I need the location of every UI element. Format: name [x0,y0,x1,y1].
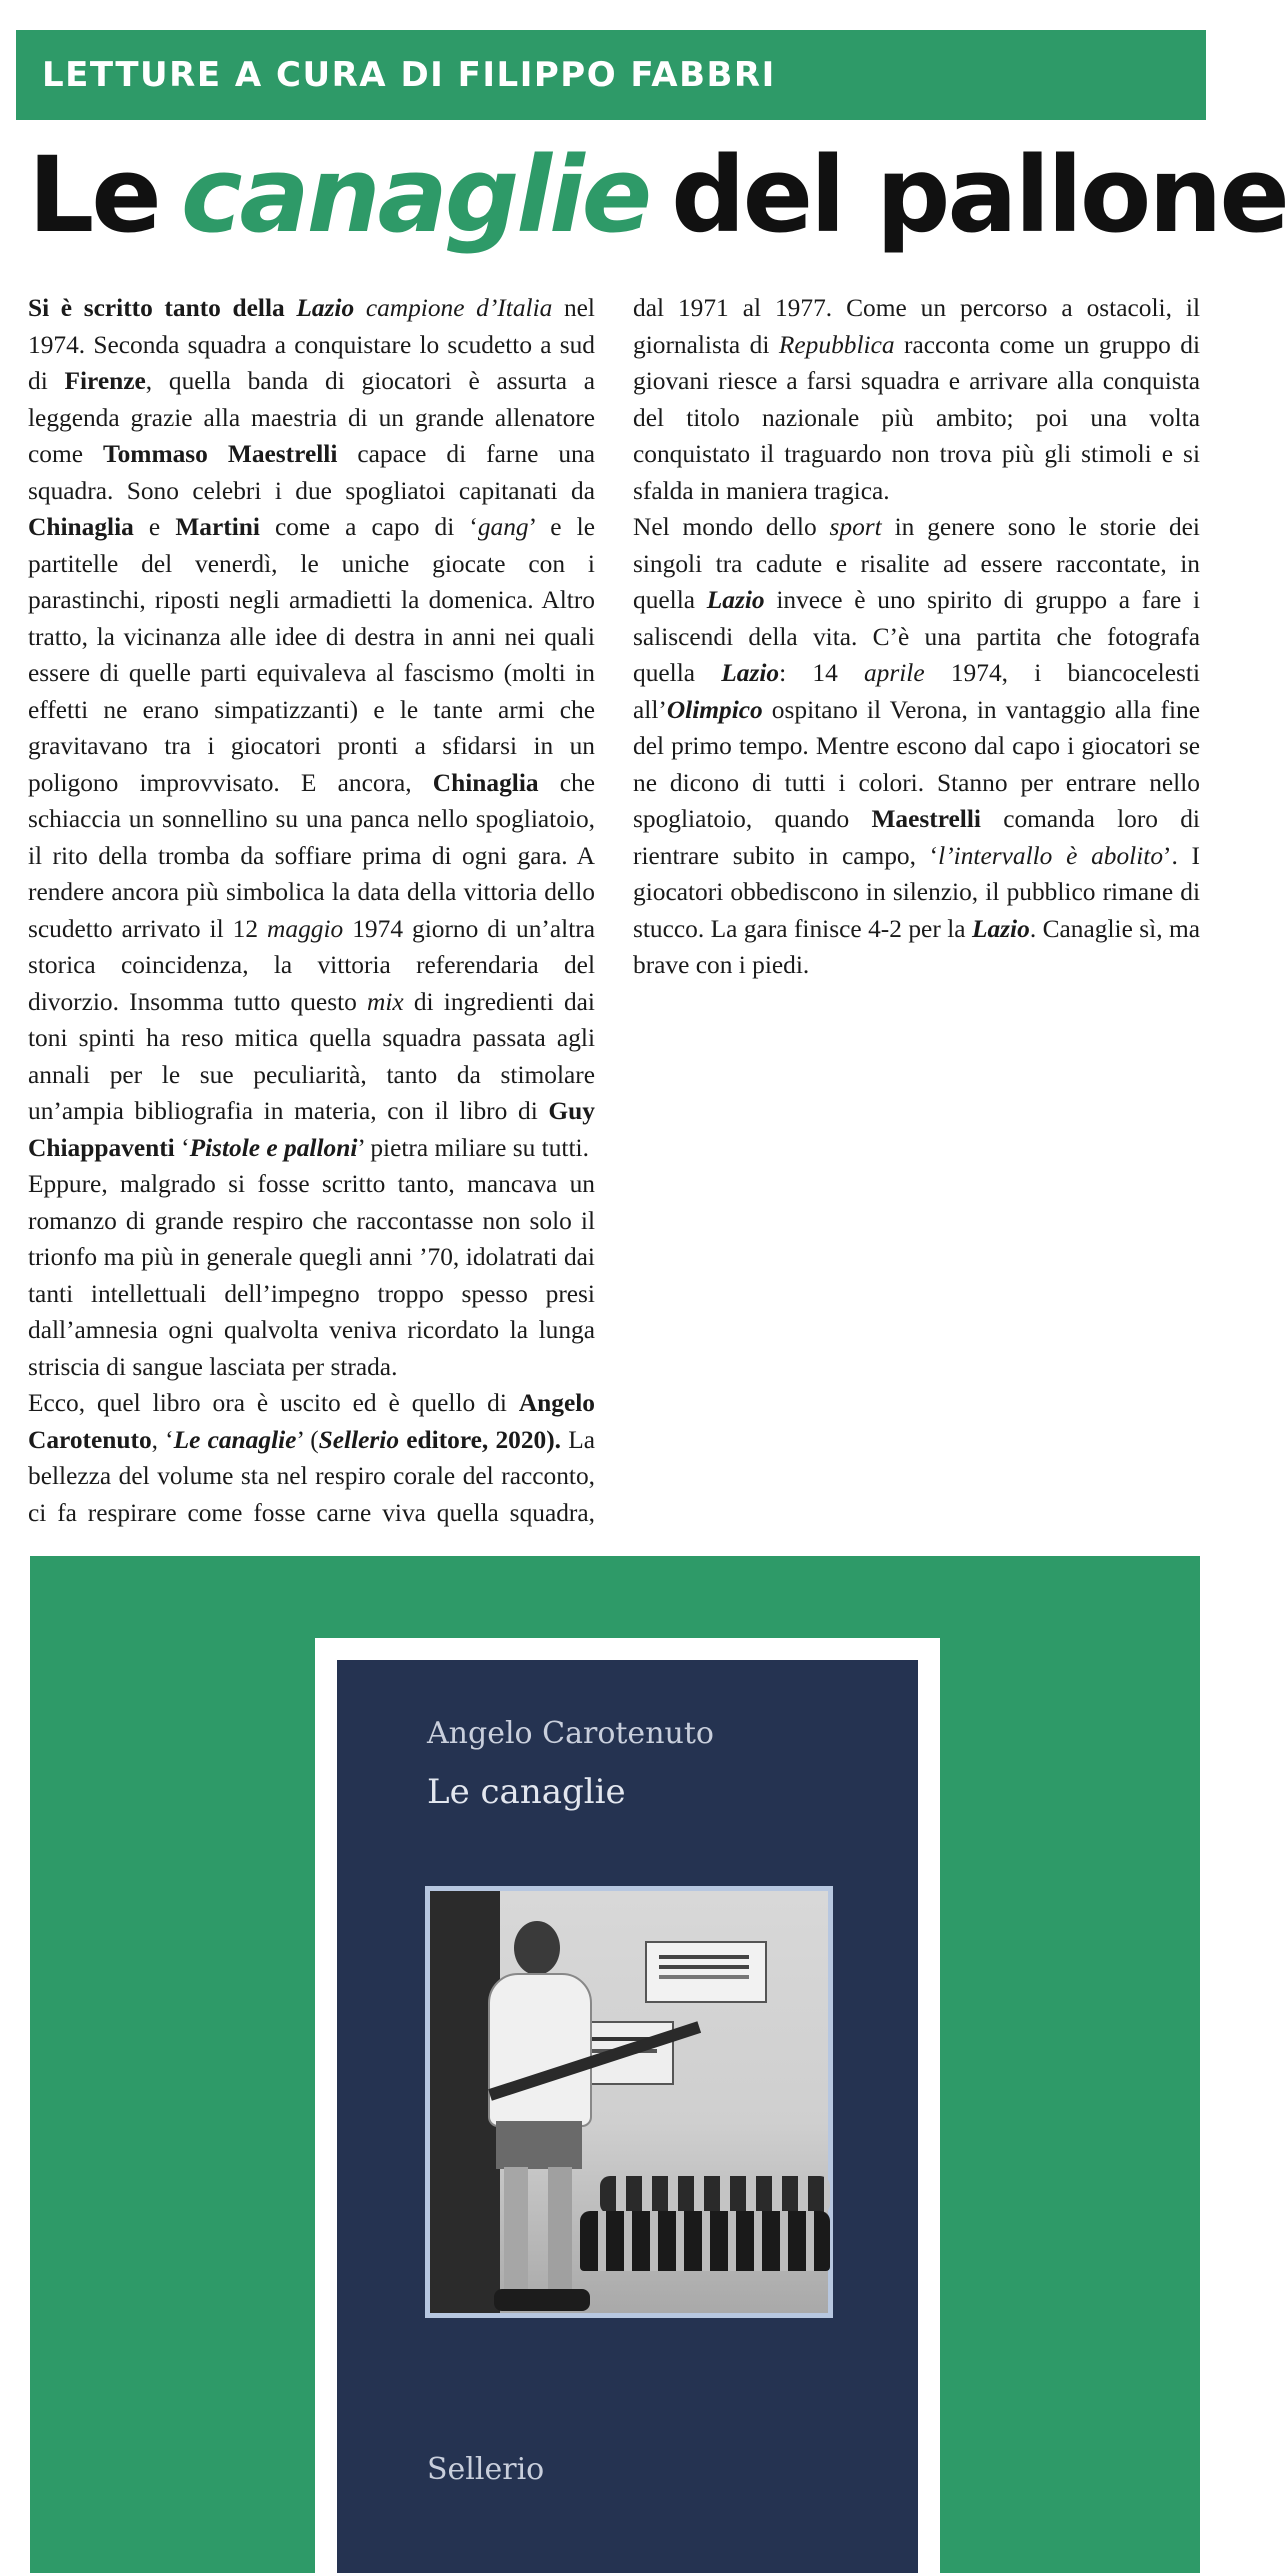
article-paragraph-1 [28,290,595,1166]
text-run: Olimpico [666,695,763,724]
section-label: LETTURE A CURA DI FILIPPO FABBRI [42,55,776,95]
player-shorts [496,2121,582,2169]
text-run: Nel mondo dello [633,513,830,541]
text-run: che schiaccia un sonnellino su una panca nello spogliatoio, il rito della tromba da soffiare prima di ogni gara. A rendere ancora più simbolica la data della vittoria dello scudetto arrivato il 12 [28,768,595,943]
text-run: Maestrelli [871,805,981,833]
headline-accent-word: canaglie [180,134,650,256]
article-body [28,290,1200,1535]
text-run: Chinaglia [432,768,539,797]
player-head [514,1921,560,1975]
text-run: ospitano il Verona, in vantaggio alla fine del primo tempo. Mentre escono dal capo i giocatori se ne dicono di tutti i colori. Stanno per entrare nello spogliatoio, quando [633,695,1200,833]
text-run: gang [477,513,529,541]
text-run: l’intervallo è abolito [938,841,1164,870]
article-headline [28,130,1287,260]
text-run: ’ e le partitelle del venerdì, le uniche giocate con i parastinchi, riposti negli armadietti la domenica. Altro tratto, la vicinanza alle idee di destra in anni nei quali essere di quelle parti equivaleva al fascismo (molti in effetti ne erano simpatizzanti) e le tante armi che gravitavano tra i giocatori pronti a sfidarsi in un poligono improvvisato. E ancora, [28,513,595,797]
article-paragraph-4 [633,509,1200,984]
text-run: , ‘ [151,1425,174,1454]
text-run: ’. I giocatori obbediscono in silenzio, il pubblico rimane di stucco. La gara finisce 4-2 per la [633,841,1200,943]
book-cover-panel [30,1556,1200,2573]
book-author: Angelo Carotenuto [427,1716,714,1751]
text-run: Firenze [64,367,146,395]
book-title: Le canaglie [427,1772,626,1812]
text-run: invece è uno spirito di gruppo a fare i saliscendi della vita. C’è una partita che fotografa quella [633,586,1200,687]
player-leg-right [548,2167,572,2292]
text-run: sport [829,513,882,541]
player-leg-left [504,2167,528,2292]
headline-part-1: Le [28,134,159,256]
article-paragraph-2 [28,1166,595,1385]
text-run: racconta come un gruppo di giovani riesce a farsi squadra e arrivare alla conquista del titolo nazionale più ambito; poi una volta conquistato il traguardo non trova più gli stimoli e si sfalda in maniera tragica. [633,330,1201,505]
text-run: Lazio [721,659,780,687]
text-run: Pistole e palloni [189,1133,358,1162]
text-run: nel 1974. Seconda squadra a conquistare lo scudetto a sud di [28,294,595,395]
text-run: campione d’Italia [365,294,553,322]
text-run: Si è scritto tanto della [28,294,297,322]
text-run: di ingredienti dai toni spinti ha reso mitica quella squadra passata agli annali per le sue peculiarità, tanto da stimolare un’ampia bibliografia in materia, con il libro di [28,987,595,1125]
text-run: Repubblica [778,330,895,359]
section-header-bar [16,30,1206,120]
text-run: Eppure, malgrado si fosse scritto tanto, mancava un romanzo di grande respiro che raccontasse non solo il trionfo ma più in generale quegli anni ’70, idolatrati dai tanti intellettuali dell’impegno troppo spesso presi dall’amnesia ogni qualvolta veniva ricordato la lunga striscia di sangue lasciata per strada. [28,1170,595,1381]
text-run: aprile [863,659,925,687]
text-run: . Canaglie sì, ma brave con i piedi. [633,914,1200,979]
text-run: La bellezza del volume sta nel respiro corale del racconto, ci fa respirare come fosse carne viva quella squadra, dal 1971 al 1977. Come un percorso a ostacoli, il giornalista di [28,294,1200,1527]
text-run: , quella banda di giocatori è assurta a leggenda grazie alla maestria di un grande allenatore come [28,367,595,468]
text-run: capace di farne una squadra. Sono celebri i due spogliatoi capitanati da [28,440,595,505]
text-run: Tommaso Maestrelli [103,440,338,468]
text-run: ’ pietra miliare su tutti. [357,1133,589,1162]
text-run: e [133,513,176,541]
player-shoes [494,2289,590,2311]
text-run: 1974 giorno di un’altra storica coincidenza, la vittoria referendaria del divorzio. Insomma tutto questo [28,914,595,1016]
text-run: : 14 [779,659,864,687]
photo-player-figure [466,1921,606,2316]
text-run: Guy Chiappaventi [28,1097,595,1162]
player-torso [488,1973,592,2127]
text-run: ‘ [174,1133,190,1162]
photo-sign [645,1941,767,2003]
text-run: editore, 2020). [406,1425,562,1454]
text-run: 1974, i biancocelesti all’ [633,659,1201,724]
text-run: ’ ( [296,1425,319,1454]
photo-boots-front-row [580,2211,830,2271]
text-run: Lazio [706,586,765,614]
cover-photo [425,1886,833,2318]
photo-boots-back-row [600,2176,830,2214]
text-run: Lazio [971,914,1030,943]
text-run: maggio [267,914,344,943]
text-run: mix [367,987,404,1016]
text-run: Sellerio [318,1425,400,1454]
headline-part-2: del pallone [671,134,1287,256]
text-run: Ecco, quel libro ora è uscito ed è quello di [28,1389,519,1417]
text-run: Martini [175,513,260,541]
text-run: Angelo Carotenuto [28,1389,595,1454]
text-run: Lazio [296,294,355,322]
text-run: Chinaglia [28,513,134,541]
book-publisher: Sellerio [427,2452,545,2487]
book-cover-frame [315,1638,940,2573]
book-cover [337,1660,918,2573]
text-run: in genere sono le storie dei singoli tra cadute e risalite ad essere raccontate, in quella [633,513,1200,614]
text-run: Le canaglie [173,1425,297,1454]
text-run [354,294,366,322]
text-run: comanda loro di rientrare subito in campo, ‘ [633,805,1200,870]
text-run: come a capo di ‘ [259,513,478,541]
